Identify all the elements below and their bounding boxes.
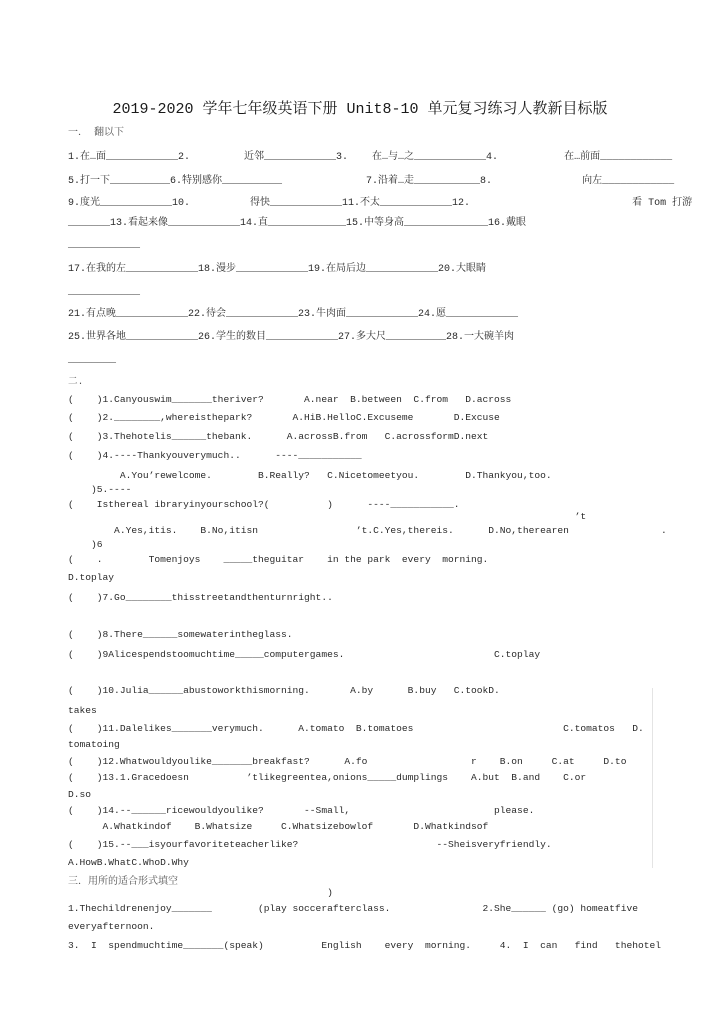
question-line: ( )15.--___isyourfavoriteteacherlike? --Sheisveryfriendly. — [68, 839, 552, 850]
question-line: ( )4.----Thankyouverymuch.. ----___________ — [68, 450, 362, 461]
vocab-line: 1.在…面____________2. 近邻____________3. 在…与…之____________4. 在…前面____________ — [68, 152, 673, 163]
fill-line: 1.Thechildrenenjoy_______ (play soccerafterclass. 2.She______ (go) homeatfive — [68, 903, 638, 914]
options-line: A.You’rewelcome. B.Really? C.Nicetomeetyou. D.Thankyou,too. — [68, 470, 552, 481]
options-line: A.HowB.WhatC.WhoD.Why — [68, 857, 189, 868]
question-line: ( )7.Go________thisstreetandthenturnright.. — [68, 592, 333, 603]
vocab-line: ____________ — [68, 240, 141, 251]
question-line: ( )9Alicespendstoomuchtime_____computergames. C.toplay — [68, 649, 541, 660]
vocab-line: ____________ — [68, 287, 141, 298]
fill-line: everyafternoon. — [68, 921, 155, 932]
section-heading: 三．用所的适合形式填空 — [68, 877, 178, 888]
fill-line: 3. I spendmuchtime_______(speak) English every morning. 4. I can find thehotel — [68, 940, 661, 951]
options-line: tomatoing — [68, 739, 120, 750]
question-line: )5.---- — [68, 484, 132, 495]
section-heading: 二. — [68, 376, 84, 387]
question-line: ( )8.There______somewaterintheglass. — [68, 629, 293, 640]
question-line: )6 — [68, 539, 103, 550]
vocab-line: 5.打一下__________6.特别感你__________ 7.沿着…走___________8. 向左____________ — [68, 176, 675, 187]
question-line: ( Isthereal ibraryinyourschool?( ) ----___________. — [68, 499, 460, 510]
document-title: 2019-2020 学年七年级英语下册 Unit8-10 单元复习练习人教新目标版 — [112, 101, 608, 118]
options-line: A.Yes,itis. B.No,itisn ’t.C.Yes,thereis. D.No,therearen . — [68, 525, 667, 536]
vocab-line: 9.度光____________10. 得快____________11.不太____________12. 看 Tom 打游 — [68, 198, 693, 209]
question-line: ( . Tomenjoys _____theguitar in the park every morning. — [68, 554, 489, 565]
question-line: ( )12.Whatwouldyoulike_______breakfast? A.fo r B.on C.at D.to — [68, 756, 627, 767]
options-line: D.so — [68, 789, 92, 800]
question-line: ( )1.Canyouswim_______theriver? A.near B.between C.from D.across — [68, 394, 512, 405]
vocab-line: _______13.看起来像____________14.直_____________15.中等身高______________16.戴眼 — [68, 218, 527, 229]
question-line: ’t — [68, 511, 587, 522]
section-heading: 一． 翻以下 — [68, 128, 125, 139]
page-edge-divider — [652, 688, 653, 868]
options-line: D.toplay — [68, 572, 115, 583]
question-line: ( )3.Thehotelis______thebank. A.acrossB.from C.acrossformD.next — [68, 431, 489, 442]
options-line: A.Whatkindof B.Whatsize C.Whatsizebowlof D.Whatkindsof — [68, 821, 489, 832]
question-line: ( )10.Julia______abustoworkthismorning. A.by B.buy C.tookD. — [68, 685, 500, 696]
question-line: ( )13.1.Gracedoesn ’tlikegreentea,onions_____dumplings A.but B.and C.or — [68, 772, 587, 783]
vocab-line: 17.在我的左____________18.漫步____________19.在局后边____________20.大眼睛 — [68, 264, 487, 275]
question-line: ( )2.________,whereisthepark? A.HiB.HelloC.Excuseme D.Excuse — [68, 412, 500, 423]
vocab-line: 25.世界各地____________26.学生的数目____________27.多大尺__________28.一大碗羊肉 — [68, 332, 515, 343]
vocab-line: ________ — [68, 355, 117, 366]
fill-line: ) — [68, 887, 333, 898]
question-line: ( )11.Dalelikes_______verymuch. A.tomato B.tomatoes C.tomatos D. — [68, 723, 644, 734]
question-line: ( )14.--______ricewouldyoulike? --Small, please. — [68, 805, 535, 816]
options-line: takes — [68, 705, 97, 716]
vocab-line: 21.有点晚____________22.待会____________23.牛肉面____________24.愿____________ — [68, 309, 519, 320]
